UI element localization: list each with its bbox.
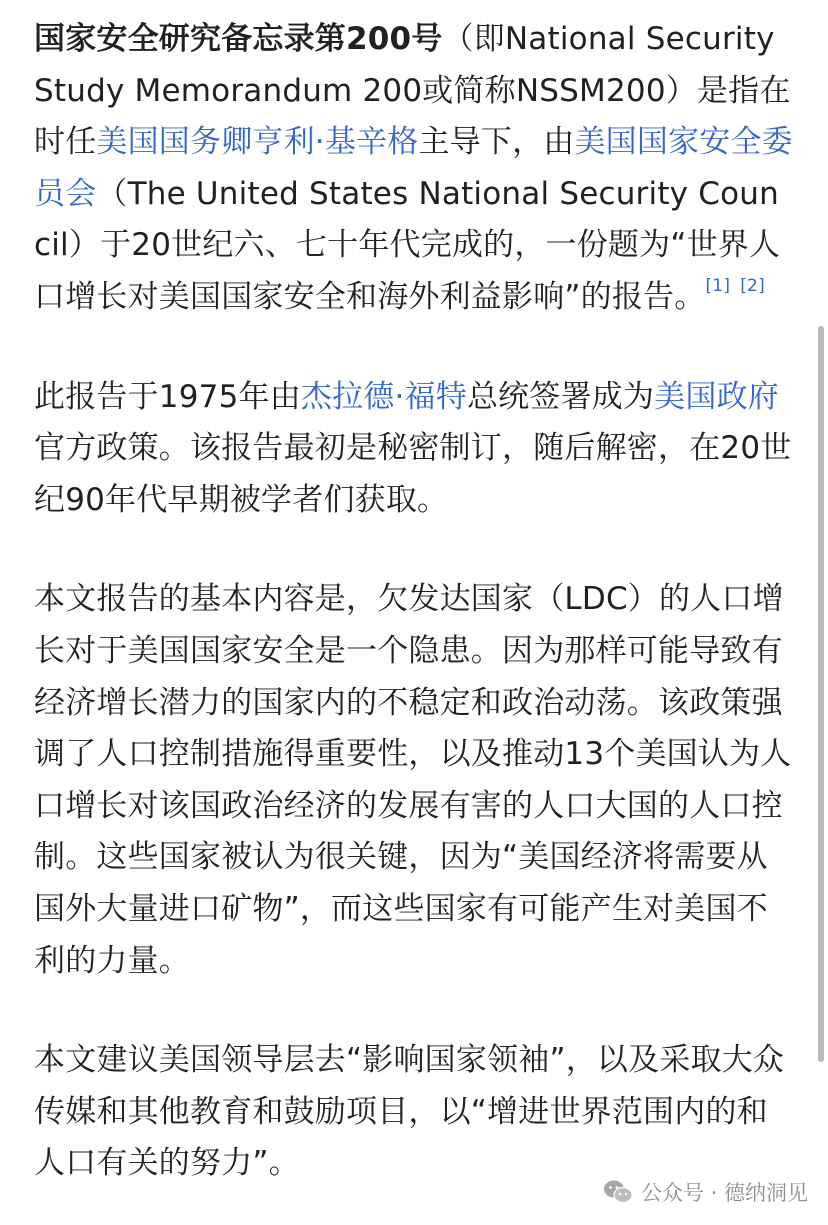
article-body xyxy=(34,14,794,1190)
watermark xyxy=(603,1177,808,1207)
policy-text-2: 总统签署成为 xyxy=(466,378,655,415)
intro-text-1: （即National Security Study Memorandum 200或简称NSSM200）是指在时任 xyxy=(34,21,791,161)
link-us-government[interactable]: 美国政府 xyxy=(654,378,779,415)
link-kissinger[interactable]: 美国国务卿亨利·基辛格 xyxy=(96,124,419,161)
paragraph-content: 本文报告的基本内容是，欠发达国家（LDC）的人口增长对于美国国家安全是一个隐患。因为那样可能导致有经济增长潜力的国家内的不稳定和政治动荡。该政策强调了人口控制措施得重要性，以及推动13个美国认为人口增长对该国政治经济的发展有害的人口大国的人口控制。这些国家被认为很关键，因为“美国经济将需要从国外大量进口矿物”，而这些国家有可能产生对美国不利的力量。 xyxy=(34,581,792,979)
intro-text-3: （The United States National Security Council）于20世纪六、七十年代完成的，一份题为“世界人口增长对美国国家安全和海外利益影响”的报告。 xyxy=(34,175,781,315)
intro-text-2: 主导下，由 xyxy=(418,124,575,161)
link-nsc[interactable]: 美国国家安全委员会 xyxy=(34,124,793,212)
article-title-bold: 国家安全研究备忘录第200号 xyxy=(34,21,443,57)
reference-1[interactable]: [1] xyxy=(705,275,731,296)
link-ford[interactable]: 杰拉德·福特 xyxy=(300,378,467,415)
paragraph-policy xyxy=(34,372,794,527)
policy-text-1: 此报告于1975年由 xyxy=(34,378,301,415)
reference-2[interactable]: [2] xyxy=(740,275,765,296)
wechat-icon xyxy=(603,1179,633,1205)
scrollbar[interactable] xyxy=(818,326,824,1062)
watermark-text: 公众号 · 德纳洞见 xyxy=(640,1181,808,1205)
paragraph-intro xyxy=(34,14,794,324)
paragraph-recommendation: 本文建议美国领导层去“影响国家领袖”，以及采取大众传媒和其他教育和鼓励项目，以“增进世界范围内的和人口有关的努力”。 xyxy=(34,1042,785,1182)
policy-text-3: 官方政策。该报告最初是秘密制订，随后解密，在20世纪90年代早期被学者们获取。 xyxy=(34,430,792,518)
